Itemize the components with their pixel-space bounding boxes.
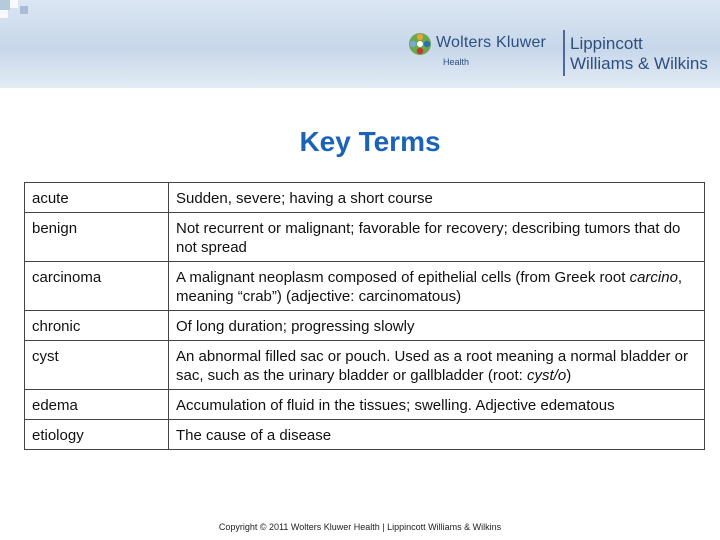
- logo-company-name: Wolters Kluwer: [436, 34, 547, 51]
- definition-text: ): [566, 367, 572, 384]
- term-cell: carcinoma: [25, 262, 169, 311]
- logo-imprint-line1: Lippincott: [570, 34, 643, 53]
- definition-text: An abnormal filled sac or pouch. Used as a root meaning a normal bladder or sac, such as the urinary bladder or gallbladder (root:: [176, 348, 688, 384]
- table-row: [25, 213, 705, 262]
- definition-cell: Of long duration; progressing slowly: [169, 311, 705, 341]
- copyright-footer: Copyright © 2011 Wolters Kluwer Health | Lippincott Williams & Wilkins: [218, 522, 502, 532]
- table-row: [25, 262, 705, 311]
- table-row: [25, 311, 705, 341]
- term-cell: acute: [25, 183, 169, 213]
- definition-cell: The cause of a disease: [169, 420, 705, 450]
- logo-division: Health: [443, 57, 470, 67]
- term-cell: benign: [25, 213, 169, 262]
- definition-cell: [169, 341, 705, 390]
- term-cell: edema: [25, 390, 169, 420]
- page-title: Key Terms: [299, 126, 441, 157]
- definition-cell: Not recurrent or malignant; favorable for recovery; describing tumors that do not spread: [169, 213, 705, 262]
- wolters-kluwer-logo-icon: [408, 32, 432, 56]
- definition-root: carcino: [629, 269, 678, 286]
- term-cell: chronic: [25, 311, 169, 341]
- table-row: [25, 420, 705, 450]
- definition-text: A malignant neoplasm composed of epithelial cells (from Greek root: [176, 269, 630, 286]
- definition-cell: Sudden, severe; having a short course: [169, 183, 705, 213]
- definition-cell: Accumulation of fluid in the tissues; swelling. Adjective edematous: [169, 390, 705, 420]
- logo-divider: [563, 30, 565, 76]
- key-terms-table: [24, 182, 705, 450]
- definition-text: , meaning “crab”) (adjective: carcinomatous): [176, 269, 683, 305]
- table-row: [25, 341, 705, 390]
- term-cell: etiology: [25, 420, 169, 450]
- header-band: [0, 0, 720, 88]
- table-row: [25, 183, 705, 213]
- table-row: [25, 390, 705, 420]
- definition-root: cyst/o: [527, 367, 567, 384]
- logo-imprint-line2: Williams & Wilkins: [570, 54, 708, 73]
- definition-cell: [169, 262, 705, 311]
- term-cell: cyst: [25, 341, 169, 390]
